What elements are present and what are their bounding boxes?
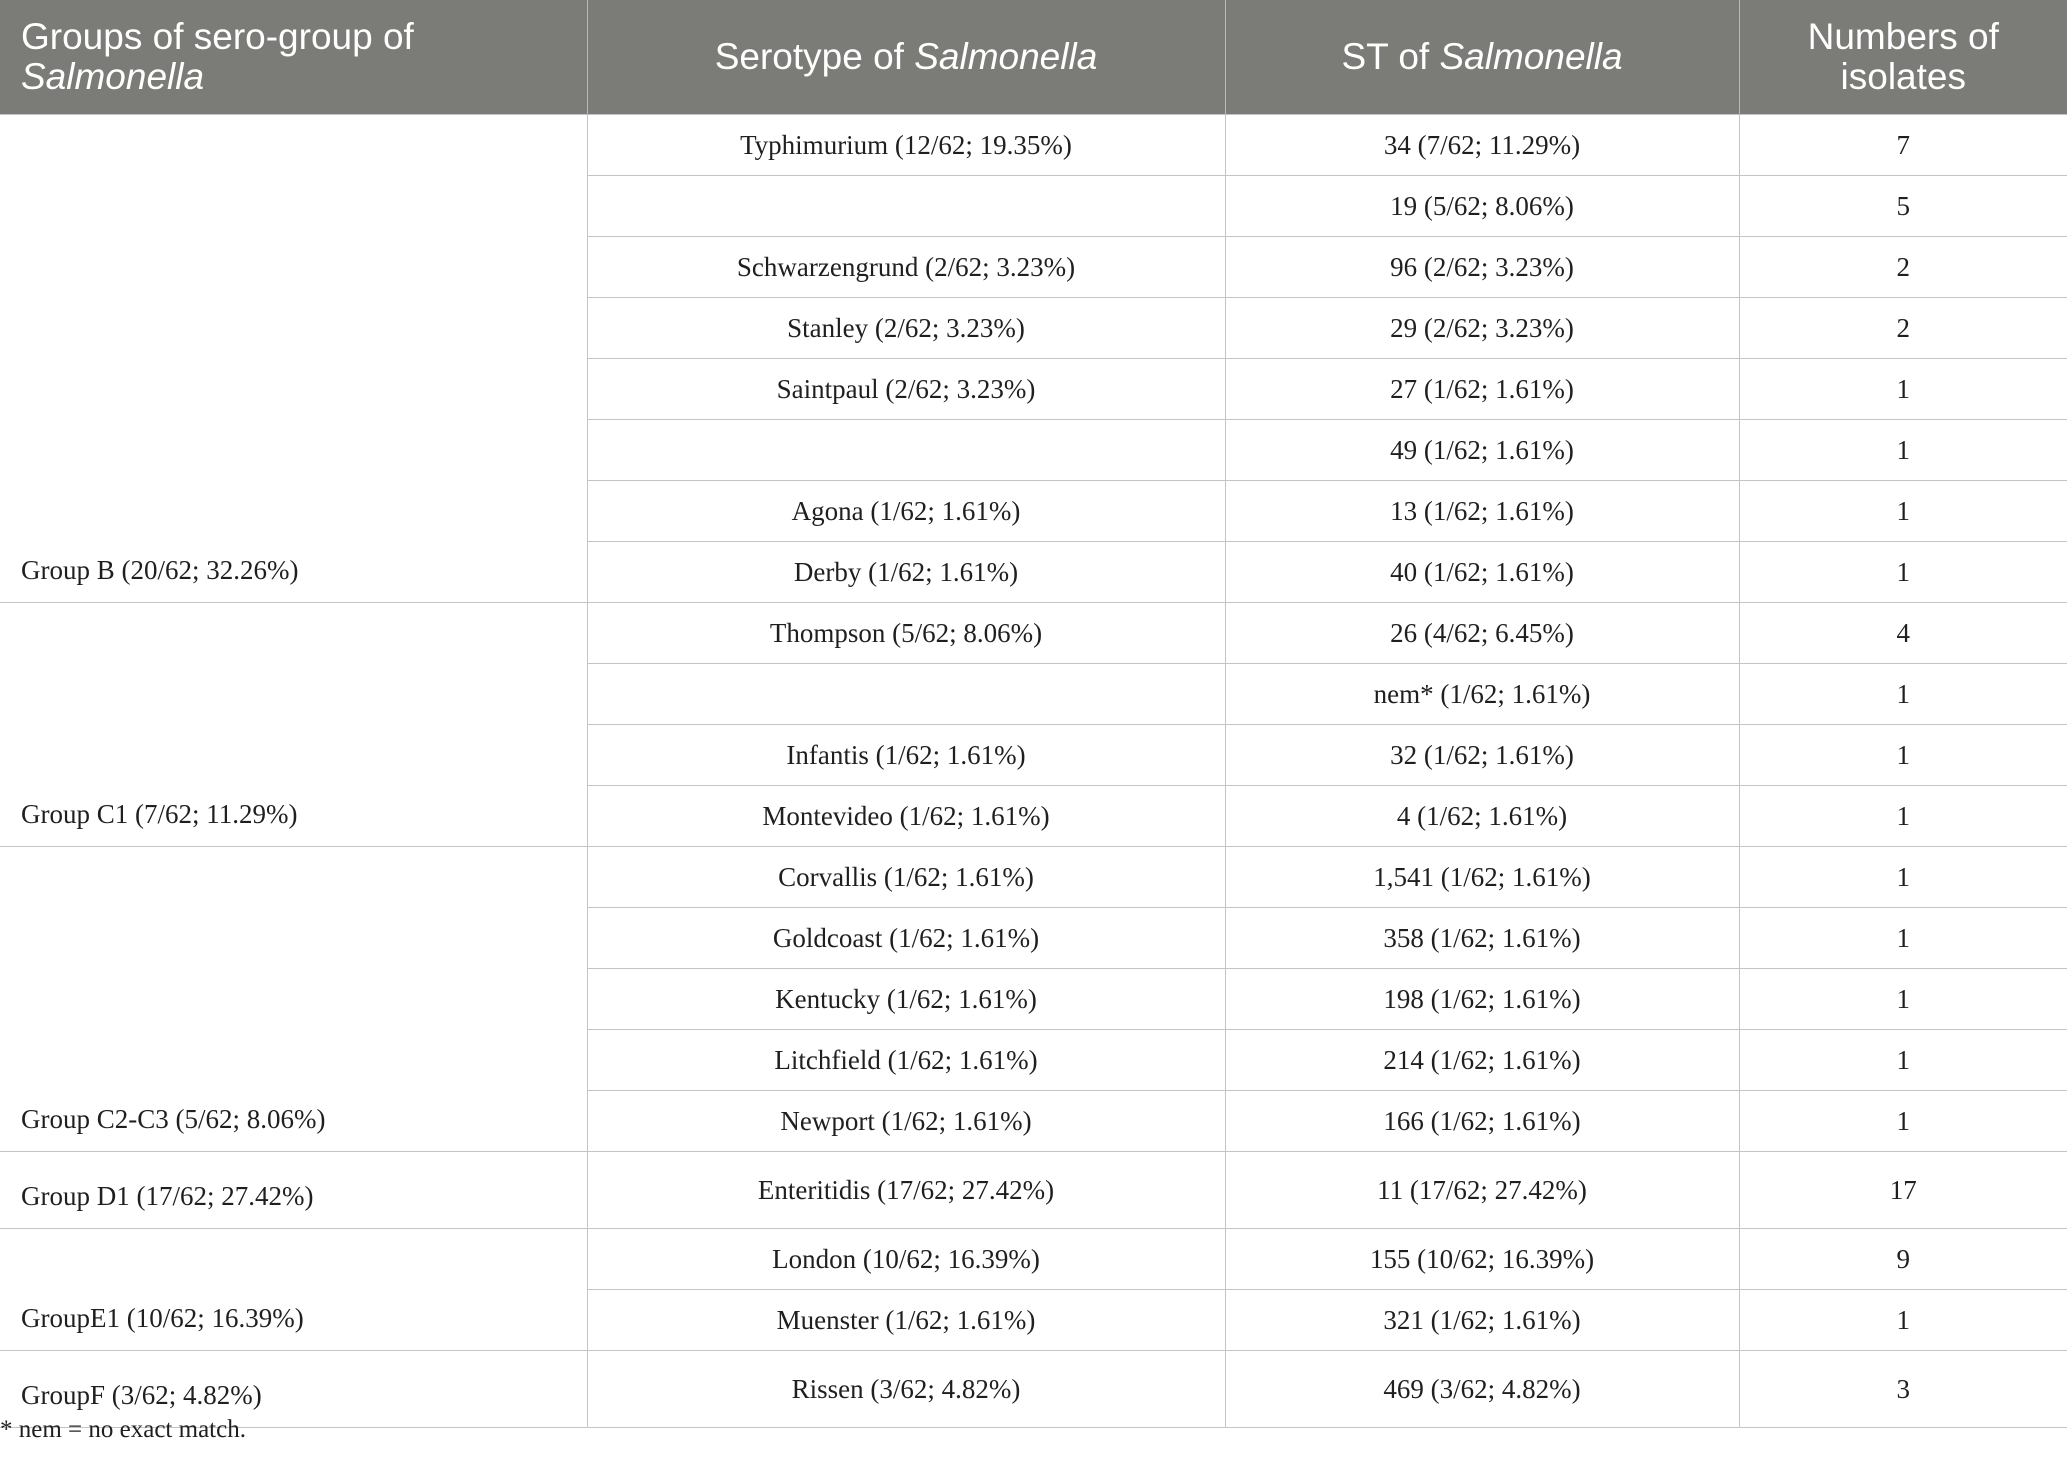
isolate-count-cell: 1 [1739,664,2067,725]
header-isolates [1739,0,2067,115]
header-sero-group [0,0,587,115]
st-cell: 358 (1/62; 1.61%) [1225,908,1739,969]
header-sero-group-italic: Salmonella [21,56,205,97]
sero-group-cell: Group D1 (17/62; 27.42%) [0,1152,587,1229]
st-cell: 4 (1/62; 1.61%) [1225,786,1739,847]
table-row [0,1152,2067,1229]
header-serotype-italic: Salmonella [914,36,1098,77]
st-cell: 26 (4/62; 6.45%) [1225,603,1739,664]
serotype-cell: Goldcoast (1/62; 1.61%) [587,908,1225,969]
serotype-cell [587,664,1225,725]
header-serotype-text: Serotype of [714,36,915,77]
table-row [0,603,2067,664]
serotype-cell: Rissen (3/62; 4.82%) [587,1351,1225,1428]
header-serotype [587,0,1225,115]
serotype-cell: Muenster (1/62; 1.61%) [587,1290,1225,1351]
st-cell: 40 (1/62; 1.61%) [1225,542,1739,603]
table-row [0,847,2067,908]
st-cell: 32 (1/62; 1.61%) [1225,725,1739,786]
header-st [1225,0,1739,115]
st-cell: 155 (10/62; 16.39%) [1225,1229,1739,1290]
isolate-count-cell: 1 [1739,359,2067,420]
serotype-cell: Schwarzengrund (2/62; 3.23%) [587,237,1225,298]
serotype-cell [587,420,1225,481]
serotype-cell: Litchfield (1/62; 1.61%) [587,1030,1225,1091]
table-header [0,0,2067,115]
header-row [0,0,2067,115]
sero-group-cell: GroupE1 (10/62; 16.39%) [0,1229,587,1351]
table-body [0,115,2067,1428]
footnote: * nem = no exact match. [0,1416,246,1443]
serotype-cell: Typhimurium (12/62; 19.35%) [587,115,1225,176]
serotype-cell: Montevideo (1/62; 1.61%) [587,786,1225,847]
isolate-count-cell: 1 [1739,481,2067,542]
header-st-text: ST of [1341,36,1440,77]
isolate-count-cell: 1 [1739,1290,2067,1351]
serotype-cell: Enteritidis (17/62; 27.42%) [587,1152,1225,1229]
st-cell: 96 (2/62; 3.23%) [1225,237,1739,298]
serotype-cell: Corvallis (1/62; 1.61%) [587,847,1225,908]
header-isolates-line2: isolates [1840,56,1966,97]
st-cell: 29 (2/62; 3.23%) [1225,298,1739,359]
serotype-cell: Kentucky (1/62; 1.61%) [587,969,1225,1030]
table-row [0,1229,2067,1290]
st-cell: 49 (1/62; 1.61%) [1225,420,1739,481]
isolate-count-cell: 1 [1739,969,2067,1030]
serotype-cell [587,176,1225,237]
sero-group-cell: Group C1 (7/62; 11.29%) [0,603,587,847]
isolate-count-cell: 1 [1739,725,2067,786]
table-row [0,115,2067,176]
st-cell: 469 (3/62; 4.82%) [1225,1351,1739,1428]
st-cell: 166 (1/62; 1.61%) [1225,1091,1739,1152]
isolate-count-cell: 1 [1739,542,2067,603]
serotype-cell: Newport (1/62; 1.61%) [587,1091,1225,1152]
st-cell: 19 (5/62; 8.06%) [1225,176,1739,237]
st-cell: 214 (1/62; 1.61%) [1225,1030,1739,1091]
st-cell: 13 (1/62; 1.61%) [1225,481,1739,542]
header-st-italic: Salmonella [1439,36,1623,77]
isolate-count-cell: 1 [1739,1091,2067,1152]
serotype-cell: Saintpaul (2/62; 3.23%) [587,359,1225,420]
isolate-count-cell: 7 [1739,115,2067,176]
isolate-count-cell: 3 [1739,1351,2067,1428]
sero-group-cell: Group B (20/62; 32.26%) [0,115,587,603]
serotype-cell: Derby (1/62; 1.61%) [587,542,1225,603]
isolate-count-cell: 1 [1739,1030,2067,1091]
isolate-count-cell: 1 [1739,420,2067,481]
st-cell: 27 (1/62; 1.61%) [1225,359,1739,420]
isolate-count-cell: 2 [1739,237,2067,298]
serotype-cell: Thompson (5/62; 8.06%) [587,603,1225,664]
serotype-cell: Agona (1/62; 1.61%) [587,481,1225,542]
isolate-count-cell: 5 [1739,176,2067,237]
isolate-count-cell: 9 [1739,1229,2067,1290]
isolate-count-cell: 1 [1739,847,2067,908]
st-cell: 11 (17/62; 27.42%) [1225,1152,1739,1229]
table-row [0,1351,2067,1428]
serotype-cell: Stanley (2/62; 3.23%) [587,298,1225,359]
serotype-cell: London (10/62; 16.39%) [587,1229,1225,1290]
sero-group-cell: GroupF (3/62; 4.82%) [0,1351,587,1428]
st-cell: 198 (1/62; 1.61%) [1225,969,1739,1030]
sero-group-cell: Group C2-C3 (5/62; 8.06%) [0,847,587,1152]
st-cell: nem* (1/62; 1.61%) [1225,664,1739,725]
st-cell: 321 (1/62; 1.61%) [1225,1290,1739,1351]
header-isolates-line1: Numbers of [1807,16,1999,57]
isolate-count-cell: 1 [1739,786,2067,847]
isolate-count-cell: 4 [1739,603,2067,664]
isolate-count-cell: 1 [1739,908,2067,969]
isolate-count-cell: 17 [1739,1152,2067,1229]
header-sero-group-text: Groups of sero-group of [21,16,414,57]
st-cell: 34 (7/62; 11.29%) [1225,115,1739,176]
isolate-count-cell: 2 [1739,298,2067,359]
st-cell: 1,541 (1/62; 1.61%) [1225,847,1739,908]
serotype-cell: Infantis (1/62; 1.61%) [587,725,1225,786]
